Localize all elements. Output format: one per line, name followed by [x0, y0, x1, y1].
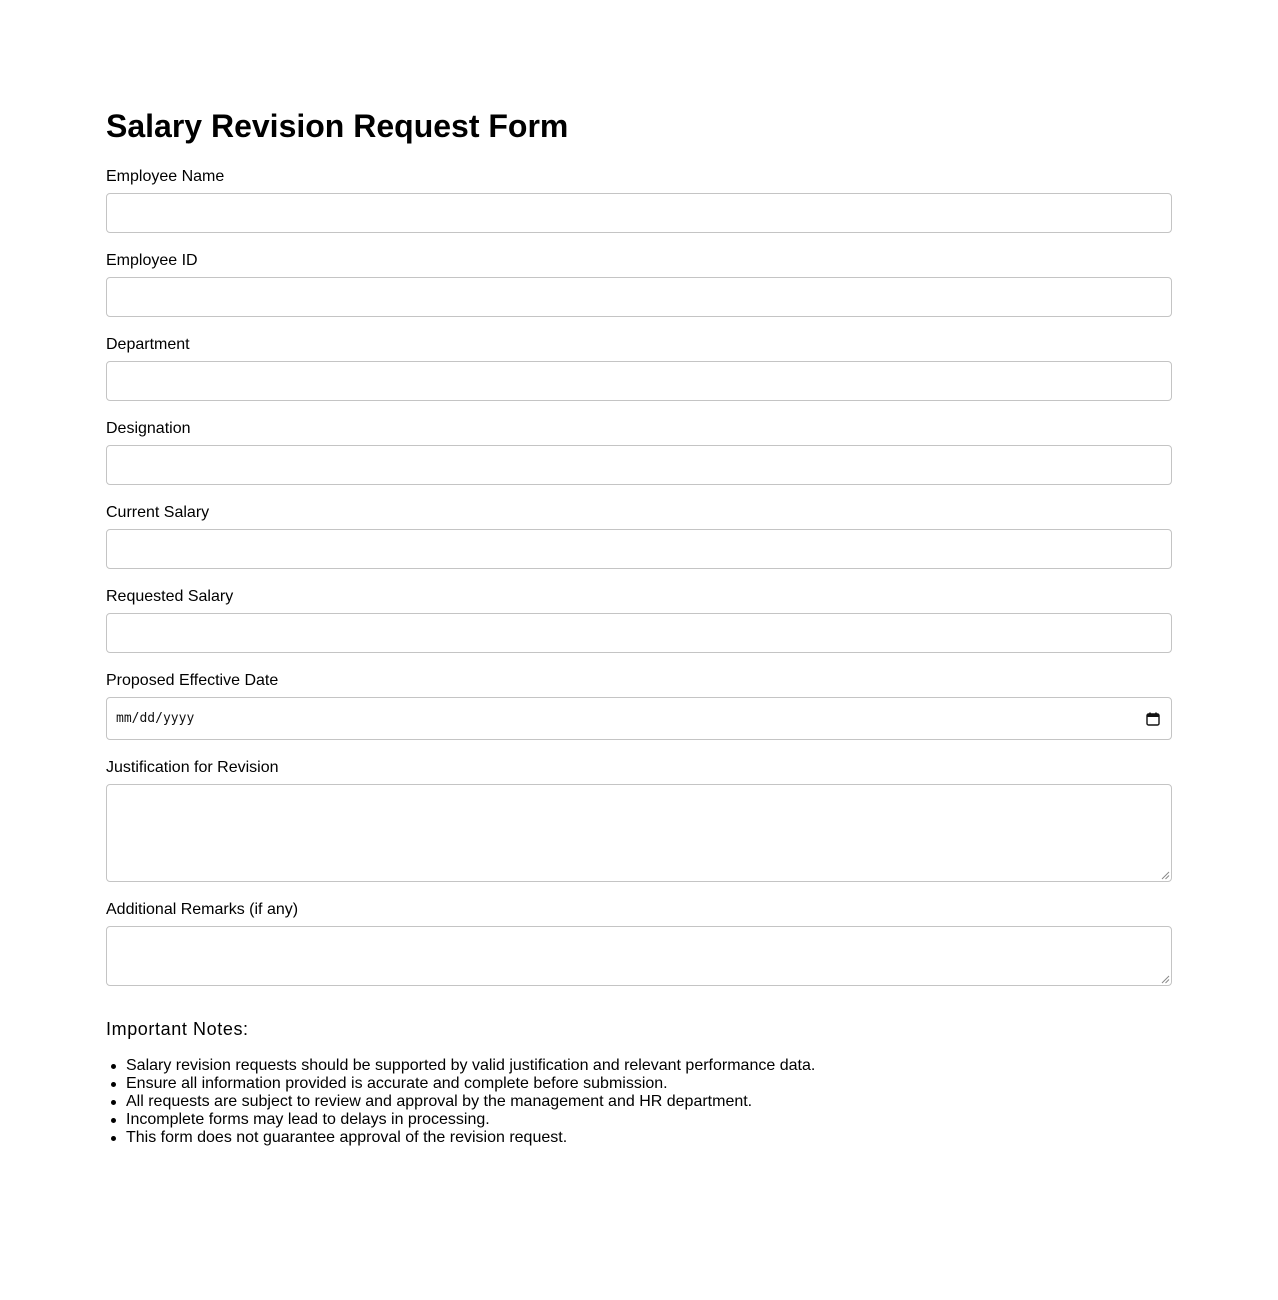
employee-id-input[interactable]	[106, 277, 1172, 317]
resize-handle-icon[interactable]	[1161, 975, 1170, 984]
note-text: Salary revision requests should be supported by valid justification and relevant performance data.	[126, 1057, 816, 1074]
employee-name-label: Employee Name	[106, 168, 225, 185]
current-salary-input[interactable]	[106, 529, 1172, 569]
list-item	[126, 1075, 1172, 1093]
department-input[interactable]	[106, 361, 1172, 401]
note-text: Ensure all information provided is accurate and complete before submission.	[126, 1075, 668, 1092]
note-text: Incomplete forms may lead to delays in processing.	[126, 1111, 490, 1128]
employee-id-label: Employee ID	[106, 252, 198, 269]
remarks-textarea[interactable]	[106, 926, 1172, 986]
bullet-icon	[111, 1082, 116, 1087]
notes-heading: Important Notes:	[106, 1019, 249, 1039]
resize-handle-icon[interactable]	[1161, 871, 1170, 880]
notes-list	[106, 1057, 1172, 1147]
list-item	[126, 1093, 1172, 1111]
date-placeholder: mm/dd/yyyy	[116, 711, 195, 726]
remarks-label: Additional Remarks (if any)	[106, 901, 299, 918]
designation-input[interactable]	[106, 445, 1172, 485]
note-text: This form does not guarantee approval of the revision request.	[126, 1129, 568, 1146]
effective-date-input[interactable]	[106, 697, 1172, 740]
bullet-icon	[111, 1136, 116, 1141]
list-item	[126, 1129, 1172, 1147]
note-text: All requests are subject to review and approval by the management and HR department.	[126, 1093, 753, 1110]
designation-label: Designation	[106, 420, 191, 437]
department-label: Department	[106, 336, 190, 353]
page-title: Salary Revision Request Form	[106, 108, 569, 144]
justification-textarea[interactable]	[106, 784, 1172, 882]
current-salary-label: Current Salary	[106, 504, 210, 521]
requested-salary-input[interactable]	[106, 613, 1172, 653]
employee-name-input[interactable]	[106, 193, 1172, 233]
effective-date-label: Proposed Effective Date	[106, 672, 279, 689]
bullet-icon	[111, 1118, 116, 1123]
bullet-icon	[111, 1100, 116, 1105]
list-item	[126, 1057, 1172, 1075]
calendar-icon[interactable]	[1146, 712, 1160, 726]
requested-salary-label: Requested Salary	[106, 588, 234, 605]
list-item	[126, 1111, 1172, 1129]
justification-label: Justification for Revision	[106, 759, 279, 776]
bullet-icon	[111, 1064, 116, 1069]
